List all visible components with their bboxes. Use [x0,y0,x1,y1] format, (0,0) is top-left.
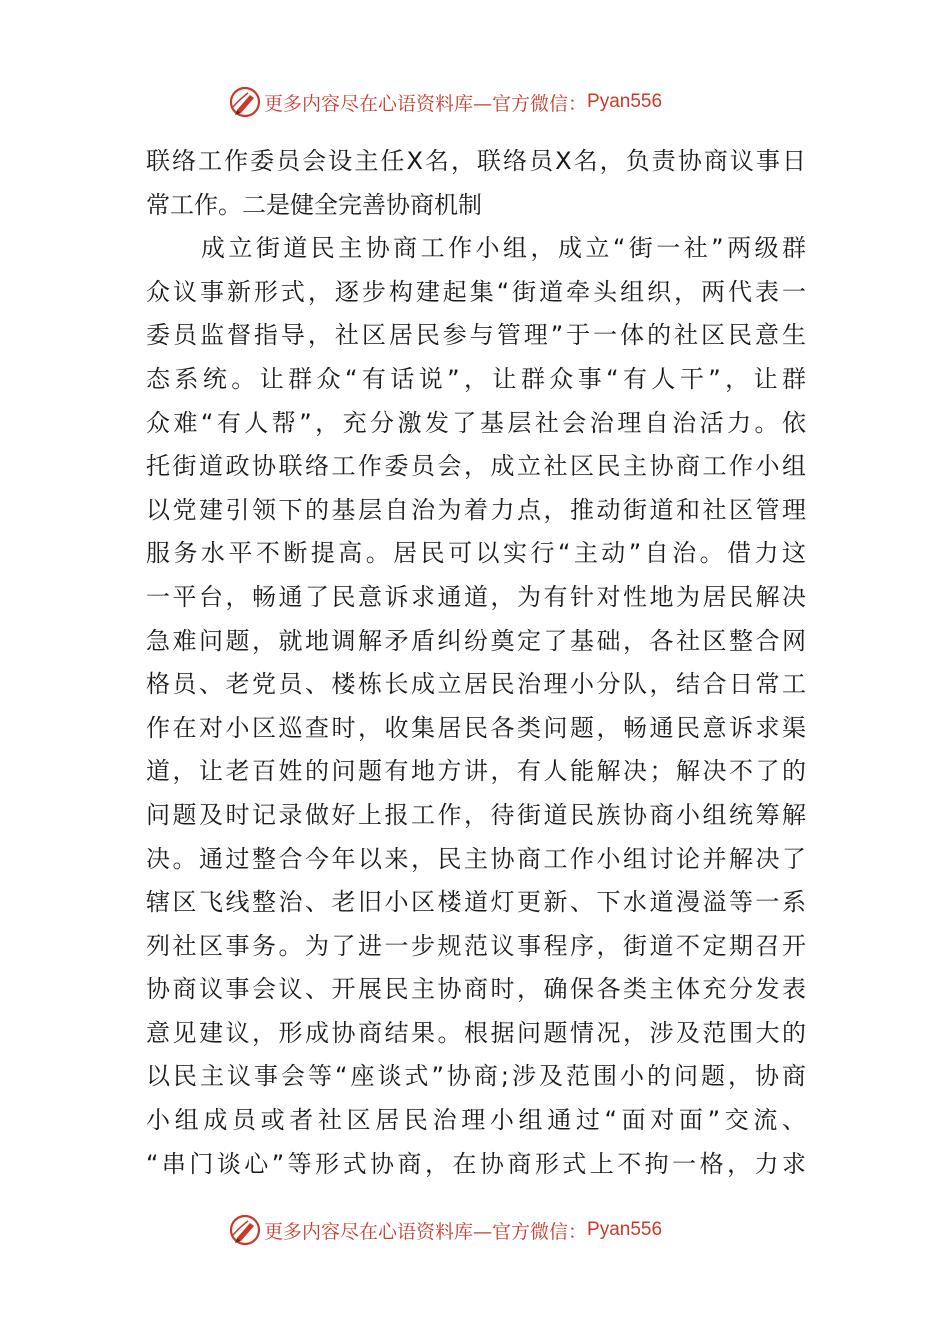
text-line: 以党建引领下的基层自治为着力点，推动街道和社区管理 [146,495,806,524]
text-line: 决。通过整合今年以来，民主协商工作小组讨论并解决了 [146,844,806,873]
watermark-footer [228,1212,728,1248]
text-line: 托街道政协联络工作委员会，成立社区民主协商工作小组 [146,452,806,481]
body-paragraphs [146,140,806,1186]
text-line: 以民主议事会等“座谈式”协商;涉及范围小的问题，协商 [146,1062,806,1091]
text-line: 成立街道民主协商工作小组，成立“街一社”两级群 [146,234,806,263]
watermark-wechat-id: Pyan556 [587,1219,663,1240]
text-line: 众难“有人帮”，充分激发了基层社会治理自治活力。依 [146,408,806,437]
text-line: 众议事新形式，逐步构建起集“街道牵头组织，两代表一 [146,277,806,306]
watermark-wechat-id: Pyan556 [587,91,663,112]
pen-logo-icon [228,1213,262,1247]
text-line: 态系统。让群众“有话说”，让群众事“有人干”，让群 [146,364,806,393]
watermark-header [228,84,728,120]
pen-logo-icon [228,85,262,119]
text-line: 意见建议，形成协商结果。根据问题情况，涉及范围大的 [146,1018,806,1047]
text-line: 服务水平不断提高。居民可以实行“主动”自治。借力这 [146,539,806,568]
text-line: 小组成员或者社区居民治理小组通过“面对面”交流、 [146,1106,806,1135]
text-line: 作在对小区巡查时，收集居民各类问题，畅通民意诉求渠 [146,713,806,742]
text-line: 常工作。二是健全完善协商机制 [146,190,482,219]
text-line: 问题及时记录做好上报工作，待街道民族协商小组统筹解 [146,800,806,829]
text-line: 急难问题，就地调解矛盾纠纷奠定了基础，各社区整合网 [146,626,806,655]
text-line: 一平台，畅通了民意诉求通道，为有针对性地为居民解决 [146,582,806,611]
text-line: 道，让老百姓的问题有地方讲，有人能解决；解决不了的 [146,757,806,786]
text-line: 委员监督指导，社区居民参与管理”于一体的社区民意生 [146,321,806,350]
text-line: 格员、老党员、楼栋长成立居民治理小分队，结合日常工 [146,670,806,699]
text-line: 辖区飞线整治、老旧小区楼道灯更新、下水道漫溢等一系 [146,888,806,917]
text-line: 协商议事会议、开展民主协商时，确保各类主体充分发表 [146,975,806,1004]
text-line: “串门谈心”等形式协商，在协商形式上不拘一格，力求 [146,1149,806,1178]
text-line: 联络工作委员会设主任X名，联络员X名，负责协商议事日 [146,147,806,175]
text-line: 列社区事务。为了进一步规范议事程序，街道不定期召开 [146,931,806,960]
watermark-text: 更多内容尽在心语资料库—官方微信： [264,92,588,115]
watermark-text: 更多内容尽在心语资料库—官方微信： [264,1220,588,1243]
